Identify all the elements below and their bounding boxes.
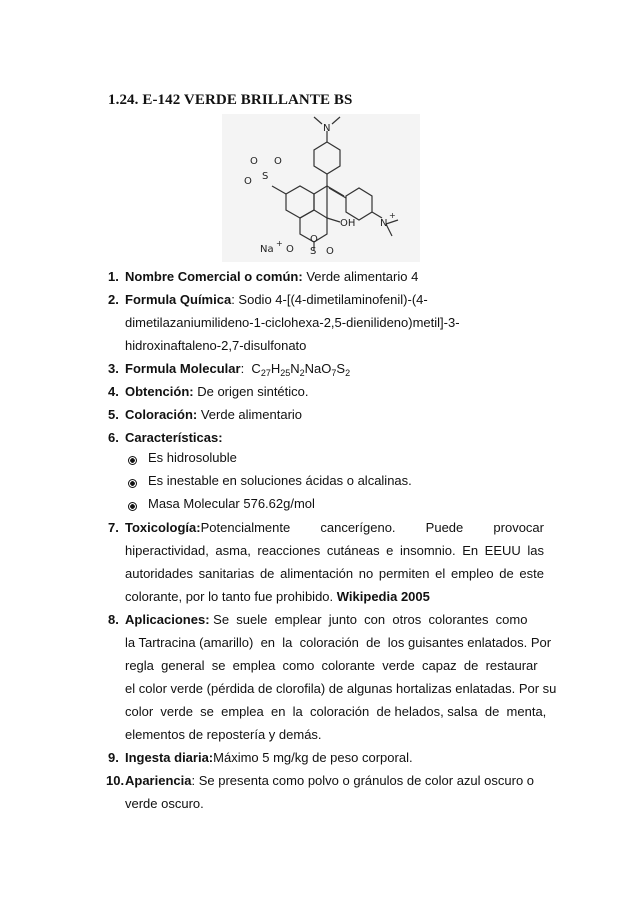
- section-title: 1.24. E-142 VERDE BRILLANTE BS: [108, 92, 353, 108]
- molecular-formula: $C_{27}H_{25}N_2NaO_7S_2$: [251, 361, 351, 378]
- source-citation: Wikipedia 2005: [336, 589, 430, 604]
- chemical-structure-image: [222, 114, 420, 262]
- atom-label: S: [262, 171, 269, 182]
- atom-label: OH: [340, 218, 356, 229]
- atom-label: O: [326, 246, 334, 257]
- bullet-icon: [128, 479, 137, 488]
- atom-label: S: [310, 246, 317, 257]
- atom-label: O: [250, 156, 258, 167]
- bullet-icon: [128, 456, 137, 465]
- atom-label: O: [274, 156, 282, 167]
- atom-label: +: [276, 239, 283, 248]
- atom-label: O: [244, 176, 252, 187]
- atom-label: O: [310, 234, 318, 245]
- atom-label: Na: [260, 244, 274, 255]
- atom-label: O: [286, 244, 294, 255]
- atom-label: N: [323, 123, 331, 134]
- bullet-icon: [128, 502, 137, 511]
- atom-label: N: [380, 218, 388, 229]
- atom-label: +: [389, 211, 396, 220]
